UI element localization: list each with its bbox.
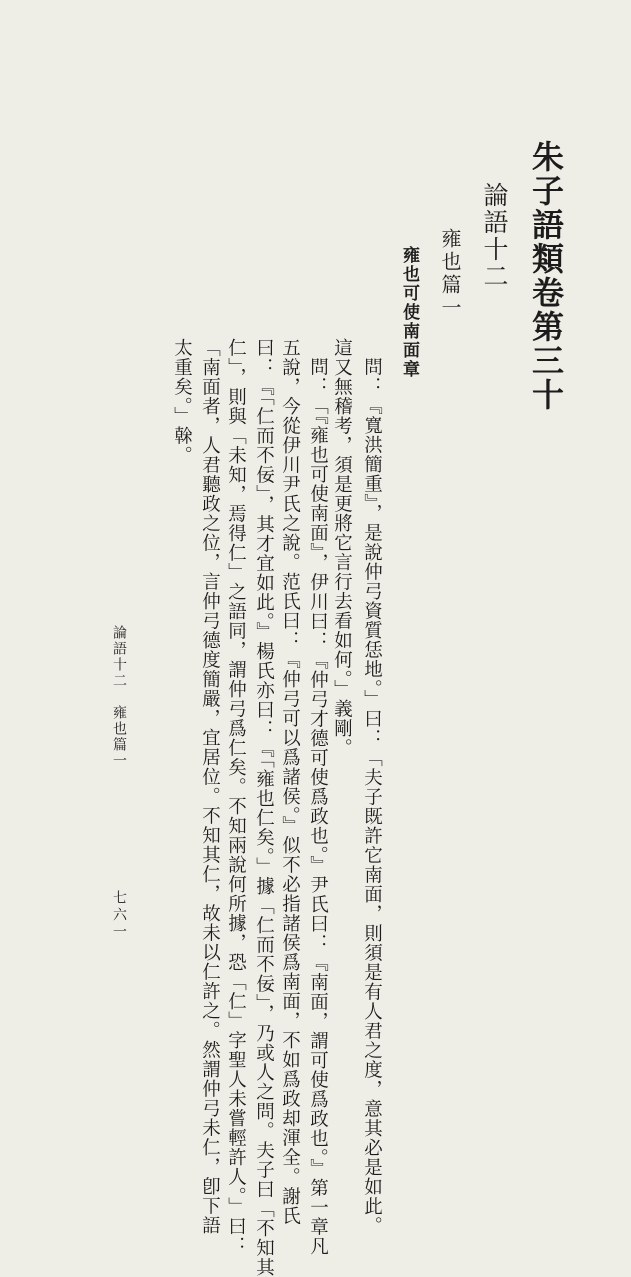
body-column-3: 問：「『雍也可使南面』，伊川曰：『仲弓才德可使爲政也。』尹氏曰：『南面，謂可使爲政也。』第一章凡	[307, 357, 329, 1256]
book-title: 朱子語類卷第三十	[527, 140, 565, 412]
body-column-5: 曰：『「仁而不佞」，其才宜如此。』楊氏亦曰：『「雍也仁矣。」據「仁而不佞」，乃或人之問。夫子曰「不知其	[253, 338, 275, 1277]
running-head: 論語十二 雍也篇一	[111, 625, 127, 769]
body-column-7: 「南面者，人君聽政之位，言仲弓德度簡嚴，宜居位。不知其仁，故未以仁許之。然謂仲弓未仁，卽下語	[199, 338, 221, 1235]
page-number: 七六一	[111, 890, 127, 941]
body-column-6: 仁」，則與「未知，焉得仁」之語同，謂仲弓爲仁矣。不知兩說何所據，恐「仁」字聖人未嘗輕許人。」曰：	[225, 338, 247, 1256]
subtitle: 論語十二	[480, 182, 509, 290]
section-title: 雍也可使南面章	[399, 246, 419, 379]
body-column-8: 太重矣。」榦。	[171, 338, 193, 466]
body-column-4: 五說，今從伊川尹氏之說。范氏曰：『仲弓可以爲諸侯。』似不必指諸侯爲南面，不如爲政却渾全。謝氏	[279, 338, 301, 1226]
body-column-2: 這又無稽考，須是更將它言行去看如何。」義剛。	[331, 338, 353, 758]
body-column-1: 問：『寬洪簡重』，是說仲弓資質恁地。」曰：「夫子既許它南面，則須是有人君之度，意其必是如此。	[361, 357, 383, 1236]
chapter-title: 雍也篇一	[438, 228, 462, 320]
